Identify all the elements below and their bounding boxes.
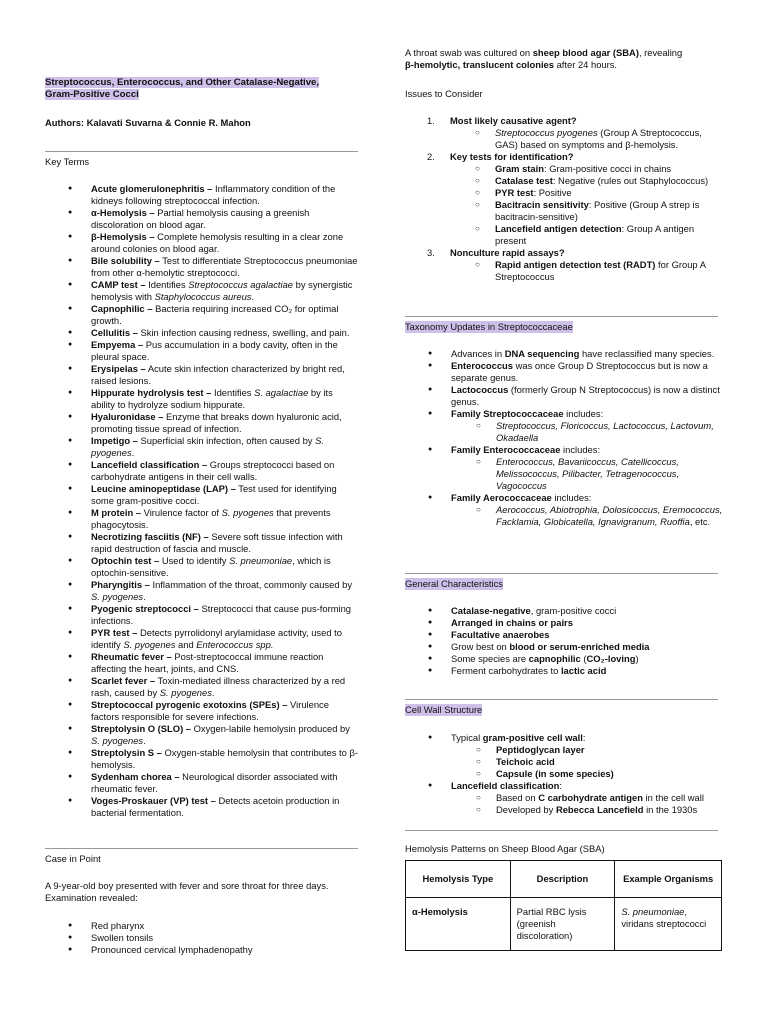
list-item: ○ Rapid antigen detection test (RADT) for Group A Streptococcus [450, 259, 725, 283]
list-item: ○ Teichoic acid [451, 756, 725, 768]
list-item: ● Typical gram-positive cell wall: ○ Peptidoglycan layer ○ Teichoic acid ○ Capsule (in some species) [405, 732, 725, 780]
list-item: ● PYR test – Detects pyrrolidonyl arylamidase activity, used to identify S. pyogenes and Enterococcus spp. [45, 627, 358, 651]
key-terms-list [45, 183, 358, 819]
divider [45, 848, 358, 849]
list-item: ○ PYR test: Positive [450, 187, 725, 199]
list-item: ● Ferment carbohydrates to lactic acid [405, 665, 725, 677]
list-item: ● Family Enterococcaceae includes: ○ Enterococcus, Bavariicoccus, Catellicoccus, Melissococcus, Pilibacter, Tetragenococcus, Vagococcus [405, 444, 725, 492]
issues-heading: Issues to Consider [405, 88, 483, 99]
list-item: ● Pyogenic streptococci – Streptococci that cause pus-forming infections. [45, 603, 358, 627]
sub-list [450, 163, 725, 247]
list-item: ○ Capsule (in some species) [451, 768, 725, 780]
list-item: ● Family Aerococcaceae includes: ○ Aerococcus, Abiotrophia, Dolosicoccus, Eremococcus, Facklamia, Globicatella, Ignavigranum, Ruoffia, etc. [405, 492, 725, 528]
list-item: ● Pronounced cervical lymphadenopathy [45, 944, 358, 956]
table-cell: Partial RBC lysis (greenish discoloration) [510, 898, 615, 951]
list-item: 2. Key tests for identification? ○ Gram stain: Gram-positive cocci in chains ○ Catalase test: Negative (rules out Staphylococcus) ○ PYR test: Positive ○ Bacitracin sensitivity: Positive (Group A strep is bacitracin-sensitive) ○ Lancefield antigen detection: Group A antigen present [405, 151, 725, 247]
list-item: ○ Lancefield antigen detection: Group A antigen present [450, 223, 725, 247]
list-item: ● Enterococcus was once Group D Streptococcus but is now a separate genus. [405, 360, 725, 384]
list-item: ● Lactococcus (formerly Group N Streptococcus) is now a distinct genus. [405, 384, 725, 408]
authors: Authors: Kalavati Suvarna & Connie R. Mahon [45, 117, 251, 128]
sub-list [451, 792, 725, 816]
list-item: ○ Based on C carbohydrate antigen in the cell wall [451, 792, 725, 804]
list-item: ○ Enterococcus, Bavariicoccus, Catellicoccus, Melissococcus, Pilibacter, Tetragenococcus, Vagococcus [451, 456, 725, 492]
list-item: ○ Developed by Rebecca Lancefield in the 1930s [451, 804, 725, 816]
list-item: ● Streptolysin S – Oxygen-stable hemolysin that contributes to β-hemolysis. [45, 747, 358, 771]
list-item: ● Hippurate hydrolysis test – Identifies S. agalactiae by its ability to hydrolyze sodium hippurate. [45, 387, 358, 411]
list-item: ● Rheumatic fever – Post-streptococcal immune reaction affecting the heart, joints, and CNS. [45, 651, 358, 675]
list-item: ● Erysipelas – Acute skin infection characterized by bright red, raised lesions. [45, 363, 358, 387]
list-item: ○ Aerococcus, Abiotrophia, Dolosicoccus, Eremococcus, Facklamia, Globicatella, Ignavigranum, Ruoffia, etc. [451, 504, 725, 528]
list-item: ● Family Streptococcaceae includes: ○ Streptococcus, Floricoccus, Lactococcus, Lactovum, Okadaella [405, 408, 725, 444]
issues-list [405, 115, 725, 283]
cell-wall-list [405, 732, 725, 816]
list-item: ○ Gram stain: Gram-positive cocci in chains [450, 163, 725, 175]
case-intro: A 9-year-old boy presented with fever and sore throat for three days. Examination revealed: [45, 880, 329, 903]
list-item: ● Optochin test – Used to identify S. pneumoniae, which is optochin-sensitive. [45, 555, 358, 579]
list-item: ● Hyaluronidase – Enzyme that breaks down hyaluronic acid, promoting tissue spread of infection. [45, 411, 358, 435]
divider [45, 151, 358, 152]
list-item: ● Arranged in chains or pairs [405, 617, 725, 629]
table-header-row [406, 861, 722, 898]
list-item: 3. Nonculture rapid assays? ○ Rapid antigen detection test (RADT) for Group A Streptococcus [405, 247, 725, 283]
sub-list [451, 744, 725, 780]
list-item: ● Scarlet fever – Toxin-mediated illness characterized by a red rash, caused by S. pyogenes. [45, 675, 358, 699]
column-header: Hemolysis Type [406, 861, 511, 898]
list-item: ○ Catalase test: Negative (rules out Staphylococcus) [450, 175, 725, 187]
divider [405, 316, 718, 317]
list-item: ● Sydenham chorea – Neurological disorder associated with rheumatic fever. [45, 771, 358, 795]
case-in-point-heading: Case in Point [45, 853, 101, 864]
list-item: 1. Most likely causative agent? ○ Streptococcus pyogenes (Group A Streptococcus, GAS) based on symptoms and β-hemolysis. [405, 115, 725, 151]
list-item: ○ Streptococcus, Floricoccus, Lactococcus, Lactovum, Okadaella [451, 420, 725, 444]
list-item: ● Grow best on blood or serum-enriched media [405, 641, 725, 653]
column-header: Example Organisms [615, 861, 722, 898]
divider [405, 830, 718, 831]
document-title [45, 77, 319, 101]
culture-result-text: A throat swab was cultured on sheep blood agar (SBA), revealing β-hemolytic, translucent colonies after 24 hours. [405, 47, 683, 70]
list-item: ● Catalase-negative, gram-positive cocci [405, 605, 725, 617]
list-item: ○ Streptococcus pyogenes (Group A Streptococcus, GAS) based on symptoms and β-hemolysis. [450, 127, 725, 151]
divider [405, 699, 718, 700]
table-cell: α-Hemolysis [406, 898, 511, 951]
list-item: ○ Peptidoglycan layer [451, 744, 725, 756]
cell-wall-heading: Cell Wall Structure [405, 704, 483, 715]
sub-list [451, 420, 725, 444]
list-item: ● β-Hemolysis – Complete hemolysis resulting in a clear zone around colonies on blood agar. [45, 231, 358, 255]
key-terms-heading: Key Terms [45, 156, 90, 167]
sub-list [451, 504, 725, 528]
list-item: ● Red pharynx [45, 920, 358, 932]
list-item: ● Bile solubility – Test to differentiate Streptococcus pneumoniae from other α-hemolytic streptococci. [45, 255, 358, 279]
table-row [406, 898, 722, 951]
list-item: ● Necrotizing fasciitis (NF) – Severe soft tissue infection with rapid destruction of fascia and muscle. [45, 531, 358, 555]
case-findings-list [45, 920, 358, 956]
list-item: ● Cellulitis – Skin infection causing redness, swelling, and pain. [45, 327, 358, 339]
hemolysis-table-caption: Hemolysis Patterns on Sheep Blood Agar (SBA) [405, 843, 605, 854]
sub-list [451, 456, 725, 492]
hemolysis-table [405, 860, 722, 951]
list-item: ● Streptococcal pyrogenic exotoxins (SPEs) – Virulence factors responsible for severe infections. [45, 699, 358, 723]
title-line-1: Streptococcus, Enterococcus, and Other Catalase-Negative, [45, 77, 320, 88]
list-item: ● α-Hemolysis – Partial hemolysis causing a greenish discoloration on blood agar. [45, 207, 358, 231]
table-cell: S. pneumoniae, viridans streptococci [615, 898, 722, 951]
taxonomy-heading: Taxonomy Updates in Streptococcaceae [405, 321, 573, 332]
list-item: ○ Bacitracin sensitivity: Positive (Group A strep is bacitracin-sensitive) [450, 199, 725, 223]
column-header: Description [510, 861, 615, 898]
list-item: ● Acute glomerulonephritis – Inflammatory condition of the kidneys following streptococcal infection. [45, 183, 358, 207]
list-item: ● Impetigo – Superficial skin infection, often caused by S. pyogenes. [45, 435, 358, 459]
list-item: ● Capnophilic – Bacteria requiring increased CO₂ for optimal growth. [45, 303, 358, 327]
list-item: ● Lancefield classification: ○ Based on C carbohydrate antigen in the cell wall ○ Developed by Rebecca Lancefield in the 1930s [405, 780, 725, 816]
list-item: ● Empyema – Pus accumulation in a body cavity, often in the pleural space. [45, 339, 358, 363]
title-line-2: Gram-Positive Cocci [45, 89, 139, 100]
list-item: ● Streptolysin O (SLO) – Oxygen-labile hemolysin produced by S. pyogenes. [45, 723, 358, 747]
list-item: ● M protein – Virulence factor of S. pyogenes that prevents phagocytosis. [45, 507, 358, 531]
list-item: ● Leucine aminopeptidase (LAP) – Test used for identifying some gram-positive cocci. [45, 483, 358, 507]
list-item: ● Facultative anaerobes [405, 629, 725, 641]
divider [405, 573, 718, 574]
general-characteristics-list [405, 605, 725, 677]
list-item: ● Lancefield classification – Groups streptococci based on carbohydrate antigens in their cell walls. [45, 459, 358, 483]
list-item: ● Voges-Proskauer (VP) test – Detects acetoin production in bacterial fermentation. [45, 795, 358, 819]
list-item: ● Pharyngitis – Inflammation of the throat, commonly caused by S. pyogenes. [45, 579, 358, 603]
sub-list [450, 259, 725, 283]
sub-list [450, 127, 725, 151]
list-item: ● CAMP test – Identifies Streptococcus agalactiae by synergistic hemolysis with Staphylococcus aureus. [45, 279, 358, 303]
list-item: ● Some species are capnophilic (CO₂-loving) [405, 653, 725, 665]
general-characteristics-heading: General Characteristics [405, 578, 503, 589]
list-item: ● Advances in DNA sequencing have reclassified many species. [405, 348, 725, 360]
list-item: ● Swollen tonsils [45, 932, 358, 944]
taxonomy-list [405, 348, 725, 528]
